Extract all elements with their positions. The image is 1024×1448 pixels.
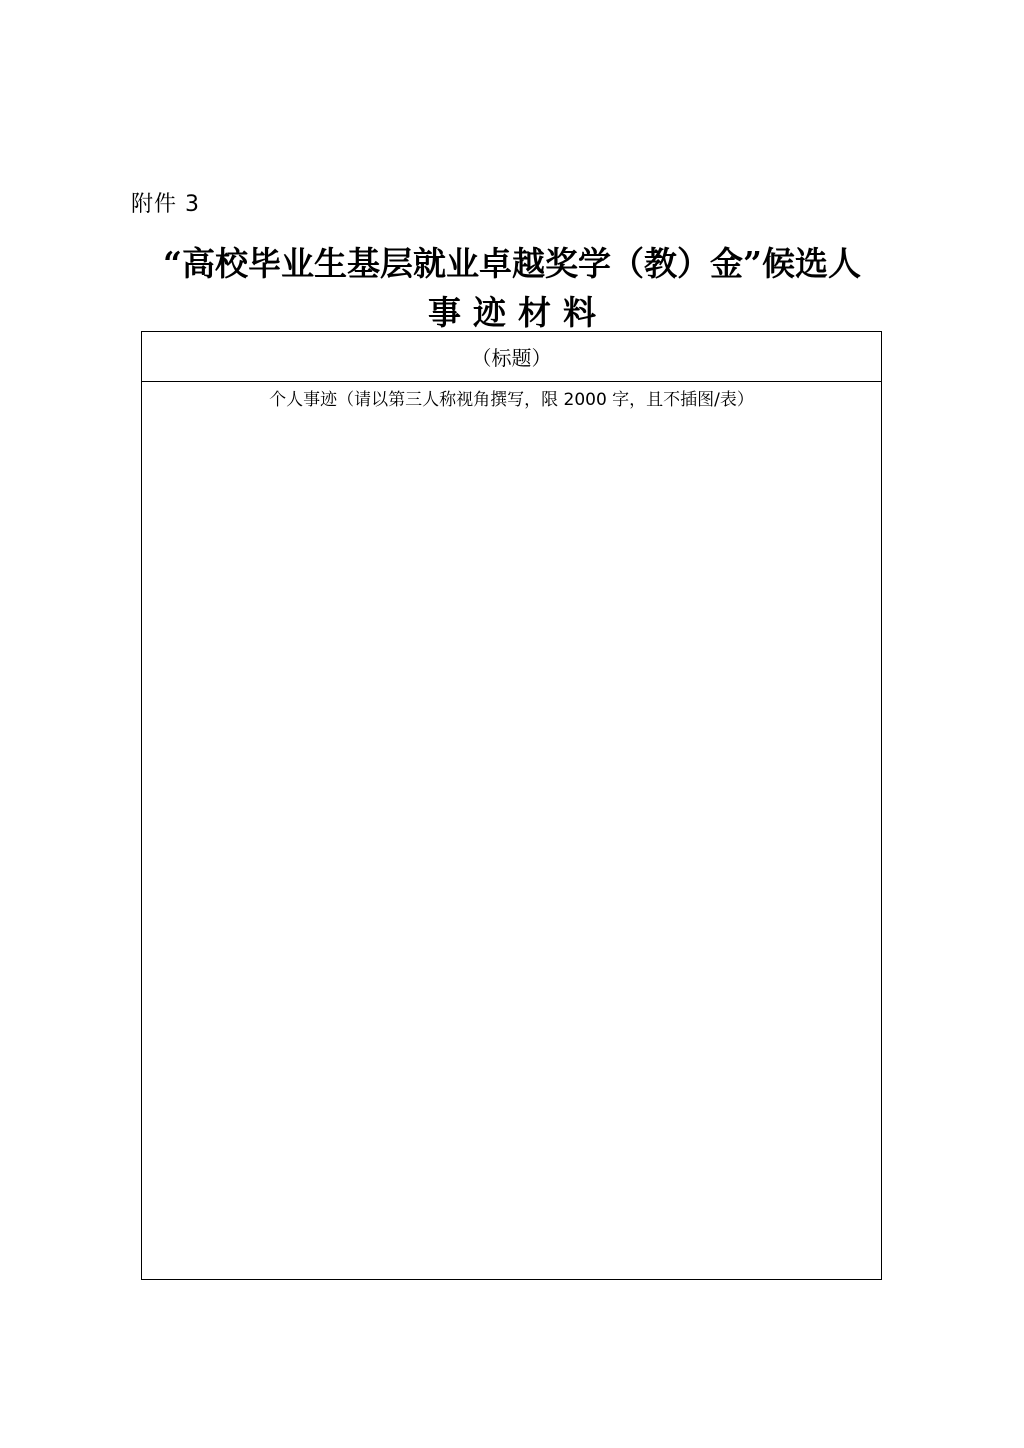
title-cell[interactable]: [142, 332, 881, 382]
form-table: [141, 331, 882, 1280]
title-placeholder: （标题）: [471, 346, 552, 370]
content-cell[interactable]: [142, 382, 881, 1279]
attachment-label: 附件 3: [131, 192, 200, 217]
document-subtitle: 事迹材料: [428, 293, 608, 332]
content-body-area[interactable]: [150, 422, 873, 1271]
content-instruction: 个人事迹（请以第三人称视角撰写，限 2000 字，且不插图/表）: [269, 390, 754, 410]
document-title: “高校毕业生基层就业卓越奖学（教）金”候选人: [163, 244, 861, 283]
